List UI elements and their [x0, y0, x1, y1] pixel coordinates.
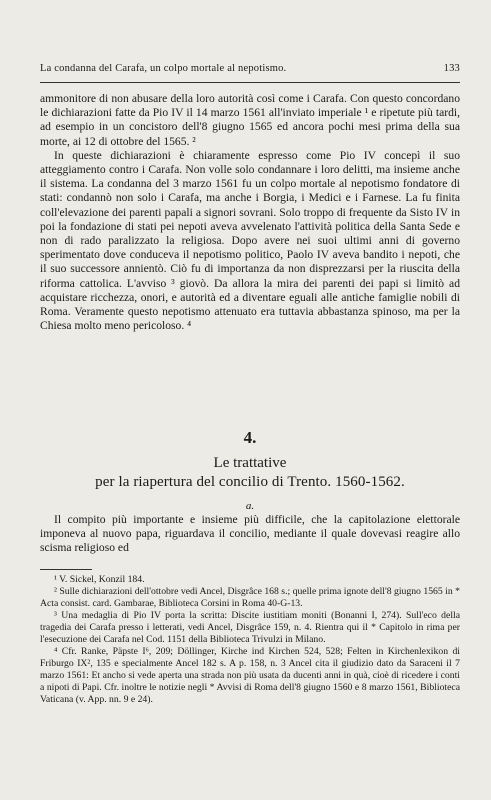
chapter-title-line1: Le trattative: [213, 455, 287, 471]
section-letter: a.: [245, 500, 255, 512]
chapter-title-line2: per la riapertura del concilio di Trento. 1560-1562.: [95, 474, 405, 490]
footnote: ² Sulle dichiarazioni dell'ottobre vedi Ancel, Disgrâce 168 s.; quelle prima ignote dell'8 giugno 1565 in * Acta consist. card. Gambarae, Biblioteca Corsini in Roma 40-G-13.: [40, 586, 460, 609]
footnote: ¹ V. Sickel, Konzil 184.: [54, 574, 145, 585]
chapter-paragraph: Il compito più importante e insieme più difficile, che la capitolazione elettorale imponeva al nuovo papa, riguardava il concilio, mediante il quale dovevasi reagire allo scisma religioso ed: [40, 513, 460, 555]
footnotes: [40, 574, 460, 706]
chapter-heading: [40, 428, 460, 512]
footnote: ⁴ Cfr. Ranke, Päpste I⁶, 209; Döllinger, Kirche ind Kirchen 524, 528; Felten in Kirchenlexikon di Friburgo IX², 135 e specialmente Ancel 182 s. A p. 158, n. 3 Ancel cita il giudizio dato da Saraceni il 7 marzo 1561: Et ancho si vede aperta una strada non più usata da ducenti anni in quà, cioè di ricedere i conti a nipoti di Papi. Cfr. inoltre le notizie negli * Avvisi di Roma dell'8 giugno 1560 e 8 marzo 1561, Biblioteca Vaticana (v. App. nn. 9 e 24).: [40, 646, 460, 705]
page-number: 133: [443, 63, 460, 74]
footnote: ³ Una medaglia di Pio IV porta la scritta: Discite iustitiam moniti (Bonanni I, 274). Sull'eco della tragedia dei Carafa presso i letterati, vedi Ancel, Disgrâce 159, n. 4. Rientra qui il * Capitolo in rima per l'esecuzione dei Carafa nel Cod. 1151 della Biblioteca Trivulzi in Milano.: [40, 610, 460, 645]
footnote-rule: [40, 569, 92, 570]
body-paragraph: ammonitore di non abusare della loro autorità così come i Carafa. Con questo concordano le dichiarazioni fatte da Pio IV il 14 marzo 1561 all'inviato imperiale ¹ e ripetute più tardi, ad esempio in un concistoro dell'8 giugno 1565 ed ancora pochi mesi prima della sua morte, ai 12 di ottobre del 1565. ²: [40, 92, 460, 148]
chapter-number: 4.: [243, 428, 257, 447]
main-text: [40, 92, 460, 333]
running-title: La condanna del Carafa, un colpo mortale al nepotismo.: [40, 63, 287, 74]
running-header: [40, 63, 460, 74]
chapter-text: [40, 513, 460, 556]
header-rule: [40, 82, 460, 83]
body-paragraph: In queste dichiarazioni è chiaramente espresso come Pio IV concepì il suo atteggiamento contro i Carafa. Non volle solo condannare i loro delitti, ma insieme anche il sistema. La condanna del 3 marzo 1561 fu un colpo mortale al nepotismo fondatore di stati: condannò non solo i Carafa, ma anche i Borgia, i Medici e i Farnese. La fu finita coll'elevazione dei parenti papali a signori sovrani. Solo troppo di frequente da Sisto IV in poi la fondazione di stati pei nepoti aveva avvelenato l'attività politica della Santa Sede e non di rado paralizzato la religiosa. Dopo avere nei suoi ultimi anni di governo sperimentato dove conduceva il nepotismo politico, Paolo IV aveva bandito i nepoti, che il suo successore annientò. Ciò fu di importanza da non disprezzarsi per la riuscita della riforma cattolica. L'avviso ³ giovò. Da allora la mira dei parenti dei papi si limitò ad acquistare ricchezza, onori, e autorità ed a diventare eguali alle antiche famiglie nobili di Roma. Veramente questo nepotismo attenuato era tuttavia abbastanza spinoso, ma per la Chiesa molto meno pericoloso. ⁴: [40, 148, 460, 333]
